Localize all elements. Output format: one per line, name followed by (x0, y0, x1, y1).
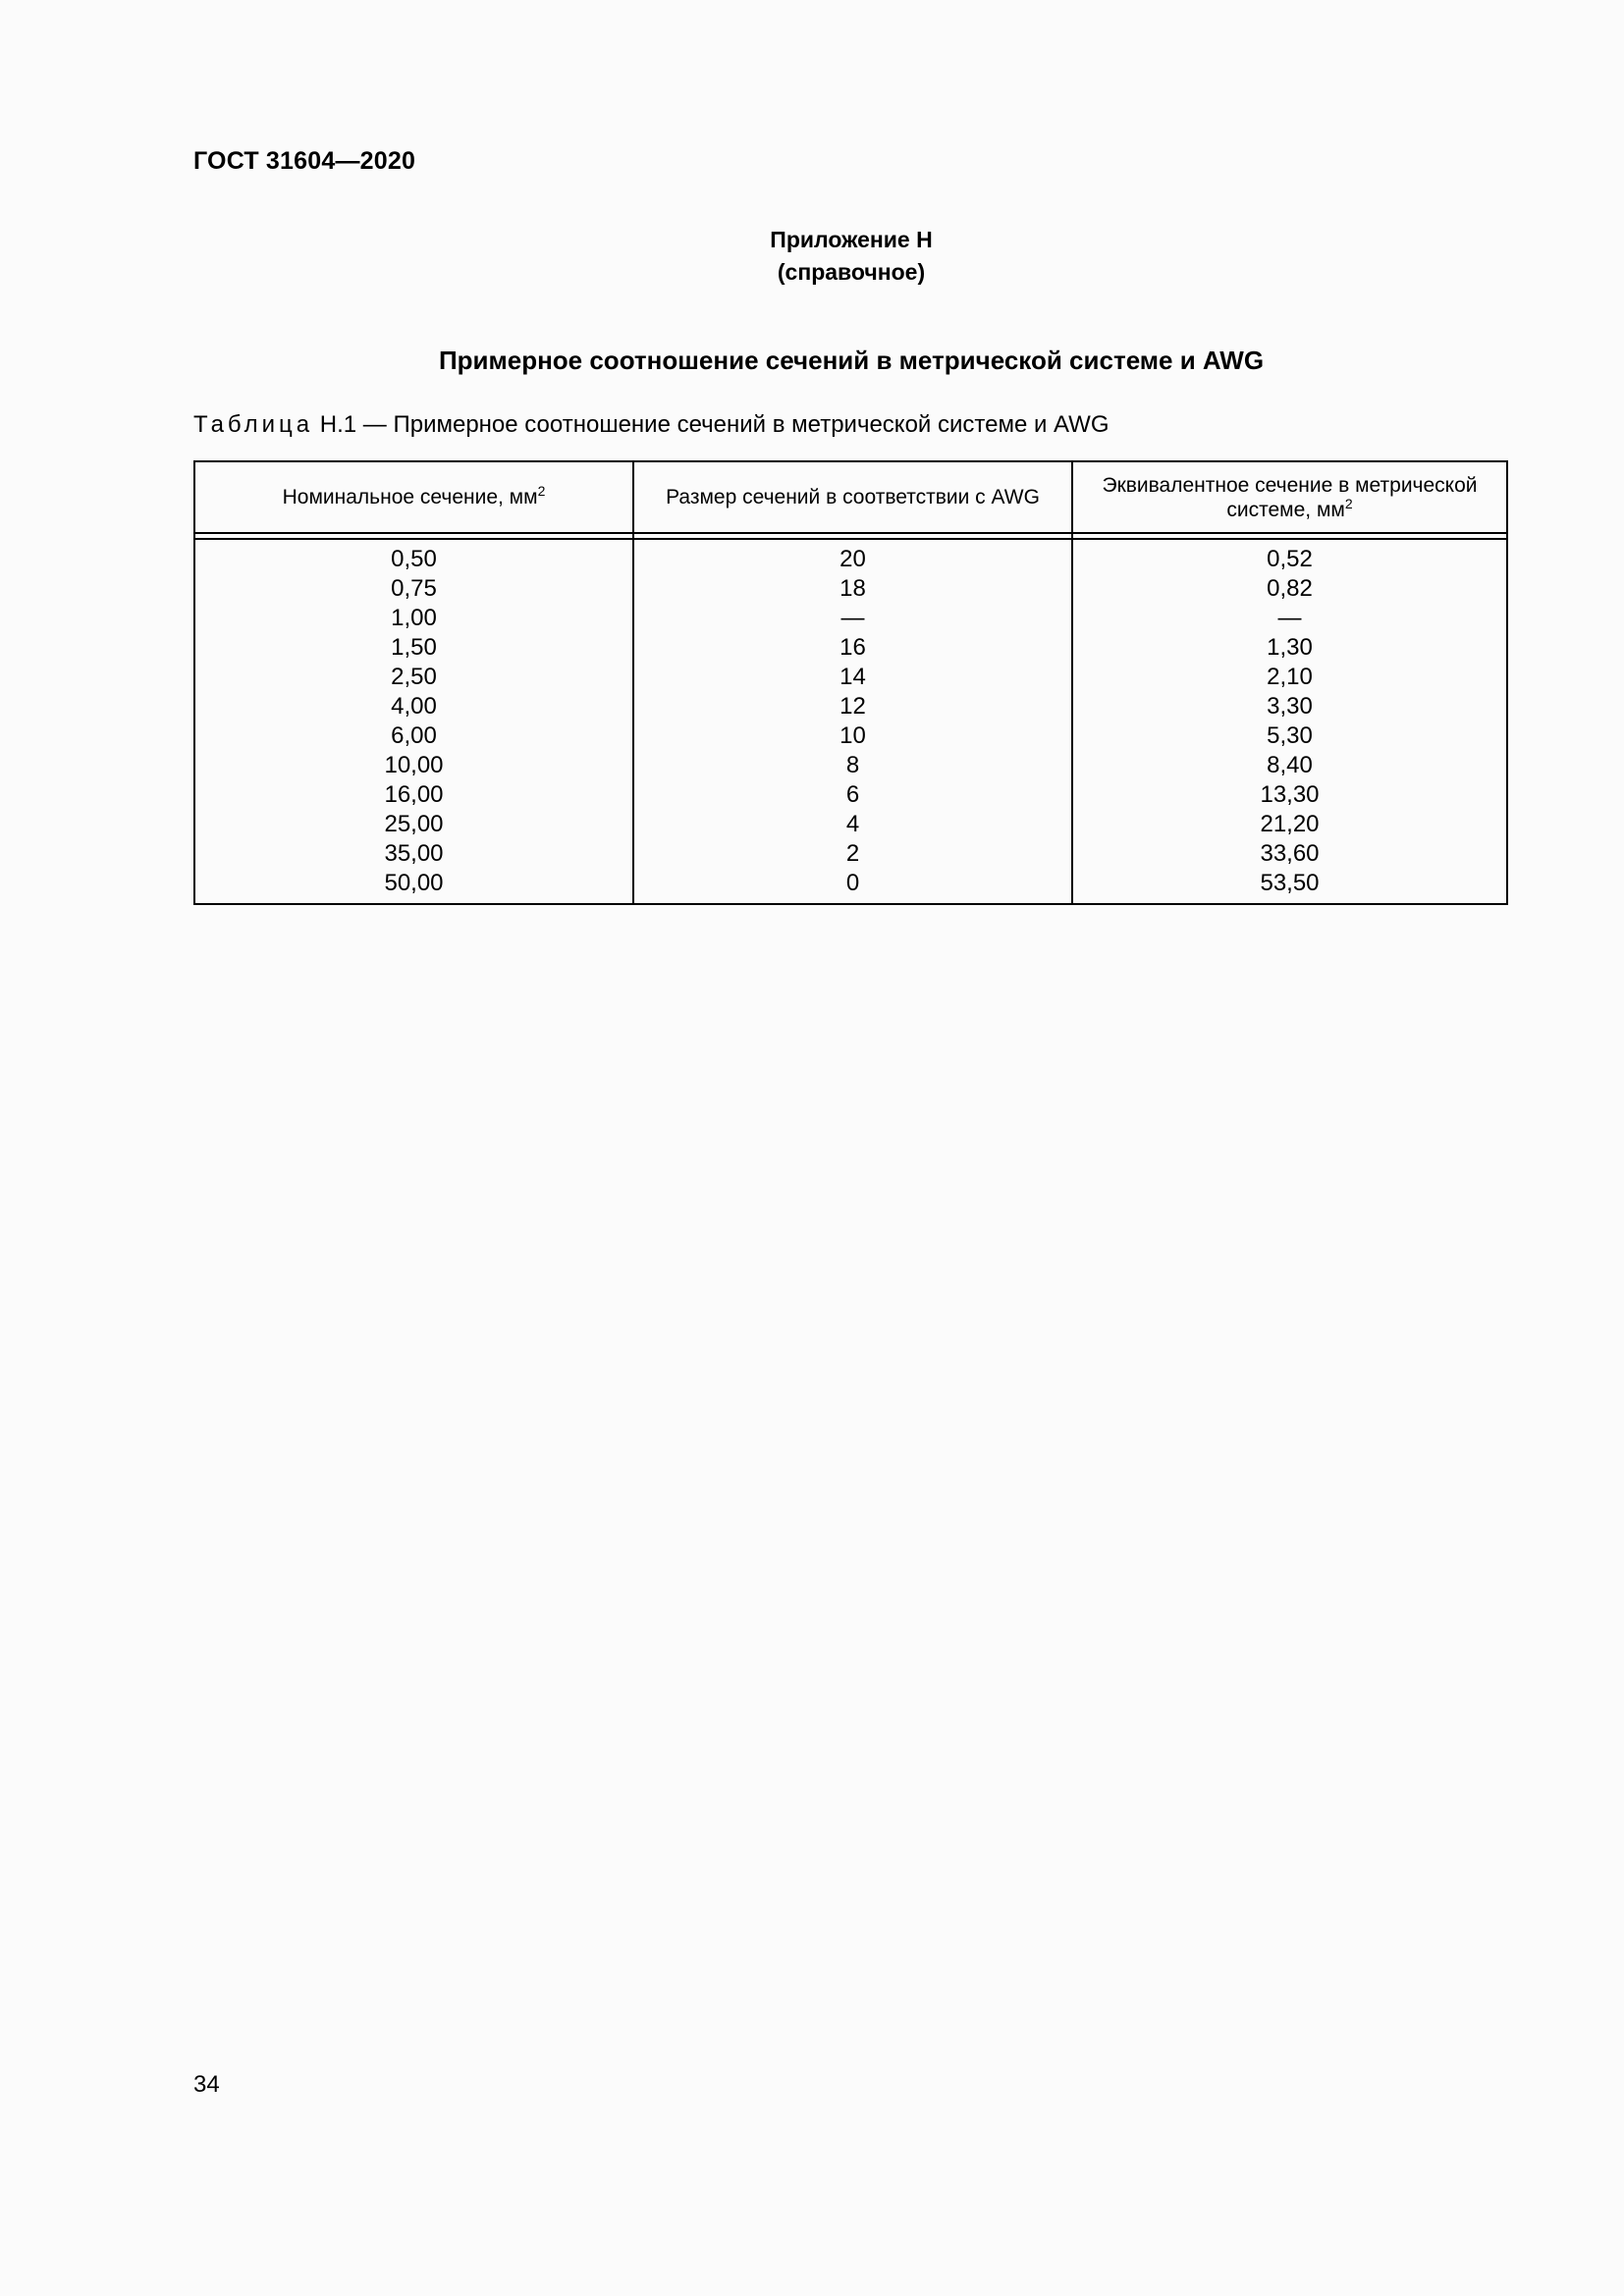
table-cell: 3,30 (1267, 693, 1313, 720)
page-number: 34 (193, 2071, 220, 2098)
table-cell: 2,10 (1267, 664, 1313, 690)
column-header-awg (634, 462, 1071, 532)
table-cell: 25,00 (384, 811, 444, 837)
table-cell: 0,82 (1267, 575, 1313, 602)
document-code: ГОСТ 31604—2020 (193, 147, 416, 175)
table-cell: 8,40 (1267, 752, 1313, 778)
column-header-nominal (195, 462, 632, 532)
column-header-label: Размер сечений в соответствии с AWG (666, 486, 1040, 508)
table-cell: 10 (839, 722, 866, 749)
table-cell: 5,30 (1267, 722, 1313, 749)
table-caption (193, 411, 1110, 439)
table-cell: 2 (845, 840, 860, 867)
section-title: Примерное соотношение сечений в метрической системе и AWG (438, 346, 1265, 375)
table-cell: 0,50 (391, 546, 437, 572)
column-header-label: Эквивалентное сечение в метрической системе, мм (1102, 473, 1478, 521)
table-cell: — (840, 605, 865, 631)
column-awg-values (634, 545, 1071, 898)
table-cell: 18 (839, 575, 866, 602)
appendix-heading (0, 224, 1624, 289)
table-cell: 35,00 (384, 840, 444, 867)
table-cell: 16,00 (384, 781, 444, 808)
table-cell: 0,52 (1267, 546, 1313, 572)
table-cell: 0 (845, 870, 860, 896)
column-header-label: Номинальное сечение, мм (282, 486, 538, 508)
table-cell: 6,00 (391, 722, 437, 749)
table-cell: 1,50 (391, 634, 437, 661)
table-caption-text: Н.1 — Примерное соотношение сечений в метрической системе и AWG (319, 411, 1110, 438)
table-cell: 33,60 (1260, 840, 1320, 867)
appendix-title: Приложение Н (770, 227, 933, 252)
superscript: 2 (537, 483, 546, 499)
table-cell: 2,50 (391, 664, 437, 690)
table-cell: 10,00 (384, 752, 444, 778)
table-cell: 8 (845, 752, 860, 778)
table-cell: 4,00 (391, 693, 437, 720)
data-table (193, 460, 1508, 905)
table-cell: 13,30 (1260, 781, 1320, 808)
table-cell: 6 (845, 781, 860, 808)
table-cell: 12 (839, 693, 866, 720)
table-caption-label: Таблица (193, 411, 314, 438)
table-cell: 16 (839, 634, 866, 661)
table-cell: 20 (839, 546, 866, 572)
table-cell: — (1277, 605, 1302, 631)
table-cell: 4 (845, 811, 860, 837)
table-cell: 53,50 (1260, 870, 1320, 896)
table-cell: 0,75 (391, 575, 437, 602)
column-equivalent-values (1073, 545, 1506, 898)
header-rule (195, 532, 1506, 534)
table-cell: 50,00 (384, 870, 444, 896)
superscript: 2 (1344, 495, 1353, 511)
table-cell: 21,20 (1260, 811, 1320, 837)
table-cell: 1,00 (391, 605, 437, 631)
appendix-subtitle: (справочное) (777, 259, 926, 285)
header-rule (195, 538, 1506, 540)
table-cell: 14 (839, 664, 866, 690)
column-header-equivalent (1073, 462, 1506, 532)
column-nominal-values (195, 545, 632, 898)
table-cell: 1,30 (1267, 634, 1313, 661)
